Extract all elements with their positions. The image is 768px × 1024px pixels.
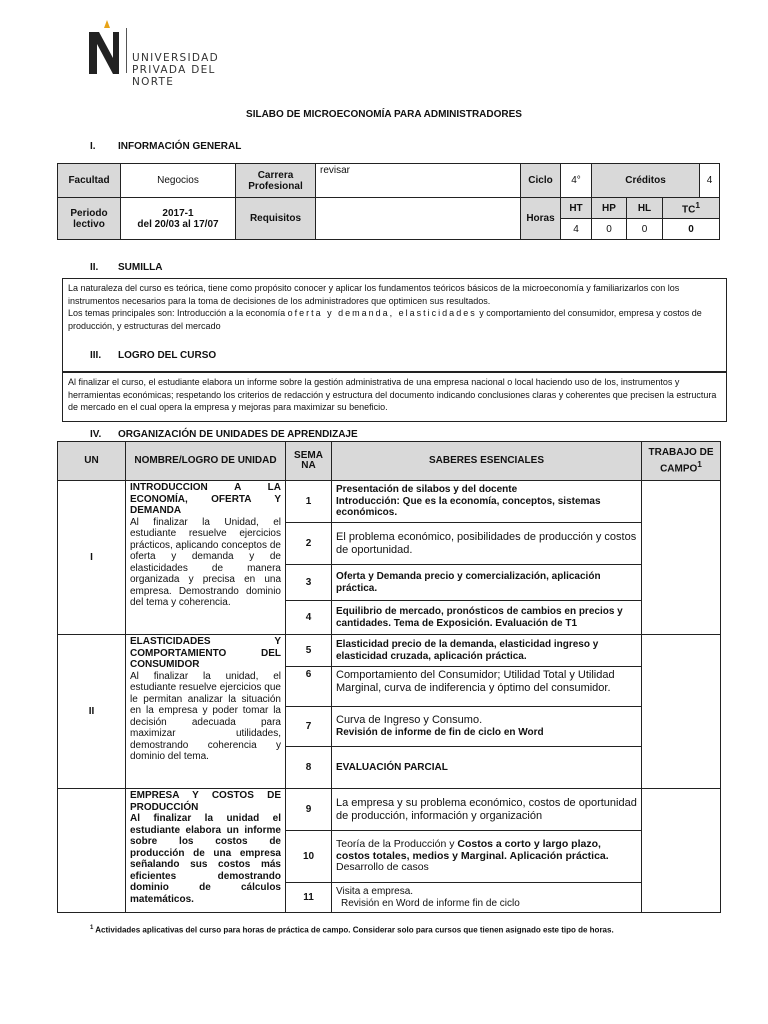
unit-name-cell xyxy=(126,481,286,635)
week-content: Elasticidad precio de la demanda, elasticidad ingreso y elasticidad cruzada, aplicación práctica. xyxy=(332,635,642,667)
table-row xyxy=(58,481,721,523)
section-label: LOGRO DEL CURSO xyxy=(118,350,217,361)
week-content-line-1: Curva de Ingreso y Consumo. xyxy=(336,714,483,726)
unit-description: Al finalizar la unidad, el estudiante resuelve ejercicios que le permitan analizar la situación en la empresa y poder tomar la decisión adecuada para maximizar utilidades, demostrando coherencia y dominio del tema. xyxy=(130,670,281,762)
document-title: SILABO DE MICROECONOMÍA PARA ADMINISTRADORES xyxy=(246,109,522,120)
sumilla-p2-start: Los temas principales son: Introducción a la economía xyxy=(68,308,288,318)
section-heading-logro xyxy=(90,350,216,361)
sumilla-p2-topics: oferta y demanda, elasticidades xyxy=(287,308,477,318)
facultad-value: Negocios xyxy=(121,164,236,198)
unit-number: II xyxy=(58,635,126,789)
sumilla-paragraph-1: La naturaleza del curso es teórica, tiene como propósito conocer y aplicar los fundamentos teóricos básicos de la microeconomía y familiarizarlos con los instrumentos necesarios para la toma de decisiones de los administradores que optimicen sus resultados. xyxy=(68,283,680,306)
week-number: 11 xyxy=(286,883,332,913)
table-row xyxy=(58,635,721,667)
header-un: UN xyxy=(58,442,126,481)
units-header-row xyxy=(58,442,721,481)
creditos-value: 4 xyxy=(700,164,720,198)
sumilla-p2-end: y comportamiento del consumidor, empresa y costos de producción, y estructuras del mercado xyxy=(68,308,702,331)
unit-description: Al finalizar la Unidad, el estudiante resuelve ejercicios prácticos, aplicando conceptos de oferta y demanda y de elasticidades de manera organizada y precisa en una empresa. Demostrando dominio del tema y coherencia. xyxy=(130,516,281,608)
tc-label xyxy=(663,198,720,219)
section-label: INFORMACIÓN GENERAL xyxy=(118,141,242,152)
trabajo-campo-cell xyxy=(642,635,721,789)
week-content-part-3: Desarrollo de casos xyxy=(336,861,429,874)
trabajo-text: TRABAJO DE CAMPO xyxy=(648,447,714,475)
footnote-text: Actividades aplicativas del curso para horas de práctica de campo. Considerar solo para cursos que tienen asignado este tipo de horas. xyxy=(95,925,614,935)
requisitos-label: Requisitos xyxy=(236,198,316,240)
week-number: 8 xyxy=(286,747,332,789)
week-number: 10 xyxy=(286,831,332,883)
week-content xyxy=(332,707,642,747)
section-number: IV. xyxy=(90,429,102,440)
unit-title: INTRODUCCION A LA ECONOMÍA, OFERTA Y DEMANDA xyxy=(130,482,281,516)
trabajo-superscript: 1 xyxy=(697,458,702,469)
hp-label: HP xyxy=(592,198,627,219)
week-content: La empresa y su problema económico, costos de oportunidad de producción, información y organización xyxy=(332,789,642,831)
week-content: Oferta y Demanda precio y comercialización, aplicación práctica. xyxy=(332,565,642,601)
logo-line-2: PRIVADA DEL NORTE xyxy=(132,64,216,88)
section-label: ORGANIZACIÓN DE UNIDADES DE APRENDIZAJE xyxy=(118,429,358,440)
footnote-mark: 1 xyxy=(90,925,94,931)
week-content: Presentación de silabos y del docente Introducción: Que es la economía, conceptos, sistemas económicos. xyxy=(332,481,642,523)
sumilla-paragraph-2 xyxy=(68,307,721,332)
creditos-label: Créditos xyxy=(592,164,700,198)
periodo-label: Periodo lectivo xyxy=(58,198,121,240)
horas-label: Horas xyxy=(521,198,561,240)
logo-line-1: UNIVERSIDAD xyxy=(132,52,219,64)
week-number: 4 xyxy=(286,601,332,635)
week-content-line-2: Revisión en Word de informe fin de ciclo xyxy=(341,897,520,909)
tc-superscript: 1 xyxy=(695,200,700,211)
hl-label: HL xyxy=(627,198,663,219)
header-semana: SEMANA xyxy=(286,442,332,481)
week-number: 6 xyxy=(286,667,332,707)
week-content-part-2: Costos a corto y largo plazo, costos totales, medios y Marginal. Aplicación práctica. xyxy=(336,838,609,862)
hp-value: 0 xyxy=(592,219,627,240)
tc-text: TC xyxy=(682,204,696,216)
section-heading-organizacion xyxy=(90,429,358,440)
ht-label: HT xyxy=(561,198,592,219)
week-number: 7 xyxy=(286,707,332,747)
units-table xyxy=(57,441,721,913)
week-content: EVALUACIÓN PARCIAL xyxy=(332,747,642,789)
week-content: Equilibrio de mercado, pronósticos de cambios en precios y cantidades. Tema de Exposición. Evaluación de T1 xyxy=(332,601,642,635)
general-info-table xyxy=(57,163,720,240)
trabajo-campo-cell xyxy=(642,481,721,635)
facultad-label: Facultad xyxy=(58,164,121,198)
unit-title: EMPRESA Y COSTOS DE PRODUCCIÓN xyxy=(130,790,281,813)
logro-box: Al finalizar el curso, el estudiante elabora un informe sobre la gestión administrativa de una empresa nacional o local haciendo uso de los, instrumentos y herramientas económicas; respetando los criterios de redacción y estructura del documento indicando conclusiones claras y coherentes que precisen la estructura de mercado en el cual opera la empresa y mejoras para maximizar su beneficio. xyxy=(62,372,727,422)
carrera-label: Carrera Profesional xyxy=(236,164,316,198)
week-content-line-2: Revisión de informe de fin de ciclo en Word xyxy=(336,726,544,738)
section-heading-sumilla xyxy=(90,262,162,273)
university-logo xyxy=(85,18,255,88)
week-content-line-1: Visita a empresa. xyxy=(336,886,414,897)
unit-title: ELASTICIDADES Y COMPORTAMIENTO DEL CONSUMIDOR xyxy=(130,636,281,670)
unit-description: Al finalizar la unidad el estudiante elabora un informe sobre los costos de producción de una empresa señalando sus costos más eficientes demostrando dominio de cálculos matemáticos. xyxy=(130,813,281,905)
week-content: Comportamiento del Consumidor; Utilidad Total y Utilidad Marginal, curva de indiferencia y óptimo del consumidor. xyxy=(332,667,642,707)
requisitos-value xyxy=(316,198,521,240)
periodo-dates: del 20/03 al 17/07 xyxy=(137,218,219,230)
week-content: El problema económico, posibilidades de producción y costos de oportunidad. xyxy=(332,523,642,565)
section-label: SUMILLA xyxy=(118,262,163,273)
header-trabajo xyxy=(642,442,721,481)
upn-n-emblem-icon xyxy=(85,18,125,76)
header-nombre: NOMBRE/LOGRO DE UNIDAD xyxy=(126,442,286,481)
hl-value: 0 xyxy=(627,219,663,240)
week-number: 1 xyxy=(286,481,332,523)
unit-name-cell xyxy=(126,789,286,913)
week-content xyxy=(332,883,642,913)
section-number: II. xyxy=(90,262,99,273)
week-number: 9 xyxy=(286,789,332,831)
section-heading-informacion xyxy=(90,141,241,152)
week-number: 3 xyxy=(286,565,332,601)
section-number: III. xyxy=(90,350,102,361)
unit-name-cell xyxy=(126,635,286,789)
footnote xyxy=(90,925,614,935)
tc-value: 0 xyxy=(663,219,720,240)
carrera-value: revisar xyxy=(316,164,521,198)
ciclo-label: Ciclo xyxy=(521,164,561,198)
table-row xyxy=(58,789,721,831)
header-saberes: SABERES ESENCIALES xyxy=(332,442,642,481)
week-content xyxy=(332,831,642,883)
week-content-part-1: Teoría de la Producción y xyxy=(336,838,458,851)
periodo-year: 2017-1 xyxy=(162,207,194,219)
section-number: I. xyxy=(90,141,96,152)
trabajo-campo-cell xyxy=(642,789,721,913)
logo-separator xyxy=(126,28,127,73)
week-number: 5 xyxy=(286,635,332,667)
unit-number xyxy=(58,789,126,913)
ciclo-value: 4° xyxy=(561,164,592,198)
week-number: 2 xyxy=(286,523,332,565)
ht-value: 4 xyxy=(561,219,592,240)
periodo-value xyxy=(121,198,236,240)
unit-number: I xyxy=(58,481,126,635)
